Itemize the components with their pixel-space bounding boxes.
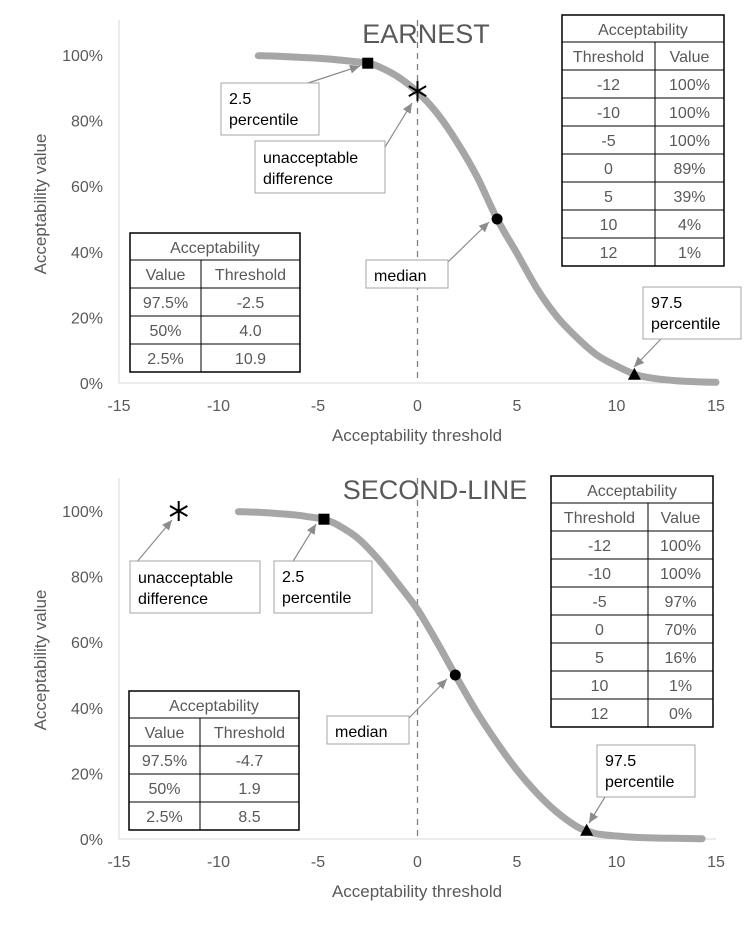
table-cell: 39% [673,189,706,206]
table-header: Acceptability [170,240,260,257]
marker-median [450,670,461,681]
callout-arrowhead [349,65,360,74]
table-cell: 16% [664,650,697,667]
table-cell: -2.5 [236,295,265,312]
chart-title: SECOND-LINE [342,475,528,505]
x-tick-label: 15 [707,398,725,415]
table-column-header: Threshold [214,267,287,284]
x-tick-label: 15 [707,854,725,871]
table-cell: -12 [587,538,612,555]
table-column-header: Threshold [572,49,645,66]
table-cell: 0% [668,706,693,723]
table-cell: 100% [669,77,710,94]
table-cell: 97% [664,594,697,611]
callout-label-pct25: 2.5 percentile [229,91,299,129]
table-column-header: Value [660,510,701,527]
marker-median [492,214,503,225]
table-cell: 2.5% [147,351,184,368]
y-tick-label: 60% [70,635,103,653]
table-cell: 10.9 [234,351,267,368]
table-cell: 2.5% [146,809,183,826]
table-cell: 1% [677,245,702,262]
table-cell: -10 [596,105,621,122]
callout-label-pct975: 97.5 percentile [605,753,675,791]
callout-arrowhead [589,812,598,823]
callout-label-pct25: 2.5 percentile [282,569,352,607]
table-cell: 4.0 [239,323,262,340]
table-cell: -10 [587,566,612,583]
table-cell: 1.9 [238,781,261,798]
table-cell: 97.5% [141,753,188,770]
table-cell: -5 [601,133,616,150]
second-line-panel [31,475,725,901]
y-tick-label: 20% [70,766,103,784]
y-tick-label: 80% [70,569,103,587]
marker-unacceptable [170,501,187,521]
y-tick-label: 40% [70,700,103,718]
x-tick-label: -10 [206,854,231,871]
marker-pct25 [318,514,329,525]
y-tick-label: 20% [70,310,103,328]
table-cell: 5 [595,650,604,667]
x-tick-label: 0 [413,398,422,415]
x-axis-title: Acceptability threshold [331,426,503,445]
x-tick-label: 5 [512,854,522,871]
y-tick-label: 60% [70,179,103,197]
x-tick-label: -15 [107,398,131,415]
table-cell: 100% [669,133,710,150]
x-tick-label: 10 [607,398,626,415]
table-column-header: Threshold [213,725,286,742]
callout-arrowhead [162,520,172,531]
table-header: Acceptability [598,22,688,39]
y-axis-title: Acceptability value [31,133,50,275]
table-cell: 97.5% [142,295,189,312]
y-tick-label: 0% [79,376,103,393]
table-cell: -4.7 [235,753,264,770]
y-tick-label: 0% [79,832,103,849]
table-cell: 100% [660,566,701,583]
x-tick-label: 10 [607,854,626,871]
x-tick-label: -5 [310,854,326,871]
table-cell: 4% [677,217,702,234]
callout-label-unacceptable: unacceptable difference [138,570,234,608]
y-axis-title: Acceptability value [31,589,50,731]
value-threshold-table [129,691,299,830]
x-tick-label: 0 [413,854,422,871]
table-column-header: Value [144,725,185,742]
y-tick-label: 100% [62,48,103,65]
table-cell: 70% [664,622,697,639]
callout-label-median: median [374,268,427,285]
table-cell: -12 [596,77,621,94]
y-tick-label: 100% [62,504,103,521]
table-cell: 10 [590,678,609,695]
table-cell: -5 [592,594,607,611]
table-cell: 0 [604,161,613,178]
table-cell: 100% [660,538,701,555]
table-cell: 12 [590,706,609,723]
table-cell: 50% [149,323,182,340]
table-cell: 100% [669,105,710,122]
table-column-header: Value [669,49,710,66]
marker-pct25 [362,58,373,69]
table-cell: 5 [604,189,613,206]
callout-label-median: median [335,724,388,741]
x-axis-title: Acceptability threshold [331,882,503,901]
callout-arrowhead [403,103,412,114]
x-tick-label: -15 [107,854,131,871]
threshold-value-table [562,15,724,266]
x-tick-label: -10 [206,398,231,415]
table-cell: 0 [595,622,604,639]
table-cell: 50% [148,781,181,798]
callout-arrowhead [307,524,316,535]
x-tick-label: 5 [512,398,522,415]
x-tick-label: -5 [310,398,326,415]
y-tick-label: 40% [70,244,103,262]
table-header: Acceptability [587,483,677,500]
table-cell: 1% [668,678,693,695]
y-tick-label: 80% [70,113,103,131]
chart-title: EARNEST [362,19,490,49]
threshold-value-table [551,476,713,727]
earnest-panel [31,15,741,445]
table-cell: 8.5 [238,809,261,826]
value-threshold-table [130,233,300,372]
table-column-header: Threshold [563,510,636,527]
table-cell: 12 [599,245,618,262]
callout-label-pct975: 97.5 percentile [651,295,721,333]
table-cell: 10 [599,217,618,234]
table-column-header: Value [145,267,186,284]
callout-label-unacceptable: unacceptable difference [263,150,359,188]
table-cell: 89% [673,161,706,178]
table-header: Acceptability [169,698,259,715]
